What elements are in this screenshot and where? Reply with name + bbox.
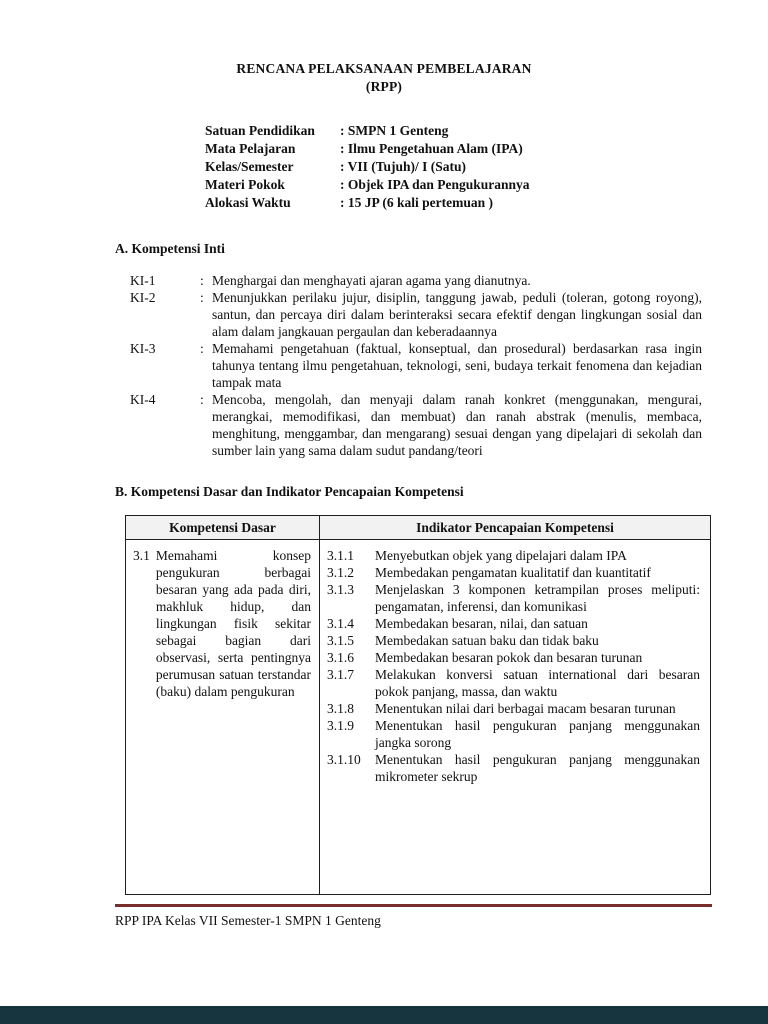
indicator-number: 3.1.8: [327, 701, 354, 716]
indicator-text: Menentukan hasil pengukuran panjang menggunakan jangka sorong: [375, 718, 700, 750]
document-title-line1: RENCANA PELAKSANAAN PEMBELAJARAN: [236, 61, 532, 76]
kompetensi-inti-list: [130, 272, 702, 459]
indicator-number: 3.1.2: [327, 565, 354, 580]
indicator-item: [327, 632, 700, 649]
document-title: [0, 0, 768, 96]
kompetensi-table: [125, 515, 711, 895]
document-title-line2: (RPP): [365, 79, 403, 94]
footer-divider: [115, 904, 712, 907]
meta-value: : Objek IPA dan Pengukurannya: [340, 177, 530, 192]
indicator-text: Membedakan pengamatan kualitatif dan kuantitatif: [375, 565, 651, 580]
ki-item: [130, 272, 702, 289]
meta-value: : SMPN 1 Genteng: [340, 123, 449, 138]
ki-label: KI-4: [130, 392, 156, 407]
meta-label: Kelas/Semester: [205, 159, 294, 174]
indicator-item: [327, 615, 700, 632]
indicator-text: Membedakan besaran, nilai, dan satuan: [375, 616, 588, 631]
ki-colon: :: [200, 290, 204, 305]
indicator-text: Membedakan besaran pokok dan besaran turunan: [375, 650, 643, 665]
indicator-text: Membedakan satuan baku dan tidak baku: [375, 633, 599, 648]
ki-colon: :: [200, 392, 204, 407]
ki-colon: :: [200, 341, 204, 356]
meta-label: Mata Pelajaran: [205, 141, 296, 156]
meta-row-materi-pokok: [205, 176, 768, 194]
indicator-number: 3.1.5: [327, 633, 354, 648]
indicator-list: [320, 540, 710, 894]
indicator-item: [327, 751, 700, 785]
meta-row-kelas-semester: [205, 158, 768, 176]
indicator-item: [327, 666, 700, 700]
meta-value: : Ilmu Pengetahuan Alam (IPA): [340, 141, 523, 156]
meta-row-mata-pelajaran: [205, 140, 768, 158]
indicator-number: 3.1.7: [327, 667, 354, 682]
ki-text: Menghargai dan menghayati ajaran agama yang dianutnya.: [212, 273, 531, 288]
meta-row-satuan-pendidikan: [205, 122, 768, 140]
indicator-number: 3.1.10: [327, 752, 361, 767]
indicator-text: Menyebutkan objek yang dipelajari dalam IPA: [375, 548, 627, 563]
indicator-text: Menentukan nilai dari berbagai macam besaran turunan: [375, 701, 676, 716]
meta-row-alokasi-waktu: [205, 194, 768, 212]
indicator-item: [327, 564, 700, 581]
ki-text: Menunjukkan perilaku jujur, disiplin, tanggung jawab, peduli (toleran, gotong royong), santun, dan percaya diri dalam berinteraksi secara efektif dengan lingkungan sosial dan alam dalam jangkauan pergaulan dan keberadaannya: [212, 290, 702, 339]
indicator-item: [327, 717, 700, 751]
ki-text: Mencoba, mengolah, dan menyaji dalam ranah konkret (menggunakan, mengurai, merangkai, memodifikasi, dan membuat) dan ranah abstrak (menulis, membaca, menghitung, menggambar, dan mengarang) sesuai dengan yang dipelajari di sekolah dan sumber lain yang sama dalam sudut pandang/teori: [212, 392, 702, 458]
meta-label: Alokasi Waktu: [205, 195, 291, 210]
ki-item: [130, 391, 702, 459]
ki-label: KI-2: [130, 290, 156, 305]
indicator-item: [327, 700, 700, 717]
indicator-number: 3.1.9: [327, 718, 354, 733]
indicator-text: Melakukan konversi satuan international dari besaran pokok panjang, massa, dan waktu: [375, 667, 700, 699]
ki-colon: :: [200, 273, 204, 288]
section-a-heading: A. Kompetensi Inti: [115, 241, 225, 256]
indicator-number: 3.1.4: [327, 616, 354, 631]
ki-label: KI-3: [130, 341, 156, 356]
indicator-number: 3.1.6: [327, 650, 354, 665]
meta-value: : VII (Tujuh)/ I (Satu): [340, 159, 467, 174]
table-header-indikator: Indikator Pencapaian Kompetensi: [416, 520, 614, 535]
meta-value: : 15 JP (6 kali pertemuan ): [340, 195, 493, 210]
indicator-text: Menjelaskan 3 komponen ketrampilan proses meliputi: pengamatan, inferensi, dan komunikasi: [375, 582, 700, 614]
ki-item: [130, 289, 702, 340]
indicator-item: [327, 649, 700, 666]
section-b-heading: B. Kompetensi Dasar dan Indikator Pencapaian Kompetensi: [115, 484, 464, 499]
indicator-text: Menentukan hasil pengukuran panjang menggunakan mikrometer sekrup: [375, 752, 700, 784]
kd-text: Memahami konsep pengukuran berbagai besaran yang ada pada diri, makhluk hidup, dan lingkungan fisik sekitar sebagai bagian dari observasi, serta pentingnya perumusan satuan terstandar (baku) dalam pengukuran: [155, 548, 311, 699]
table-header-kompetensi-dasar: Kompetensi Dasar: [126, 516, 320, 539]
indicator-item: [327, 547, 700, 564]
bottom-bar: [0, 1006, 768, 1024]
meta-label: Satuan Pendidikan: [205, 123, 315, 138]
meta-label: Materi Pokok: [205, 177, 285, 192]
kompetensi-dasar-cell: [126, 540, 320, 894]
ki-item: [130, 340, 702, 391]
ki-text: Memahami pengetahuan (faktual, konseptual, dan prosedural) berdasarkan rasa ingin tahunya tentang ilmu pengetahuan, teknologi, seni, budaya terkait fenomena dan kejadian tampak mata: [212, 341, 702, 390]
ki-label: KI-1: [130, 273, 156, 288]
kd-number: 3.1: [133, 548, 150, 563]
table-row: [126, 540, 710, 894]
indicator-number: 3.1.3: [327, 582, 354, 597]
indicator-item: [327, 581, 700, 615]
table-header-row: [126, 516, 710, 540]
indicator-number: 3.1.1: [327, 548, 354, 563]
footer-text: RPP IPA Kelas VII Semester-1 SMPN 1 Genteng: [115, 913, 381, 928]
metadata-block: [205, 122, 768, 212]
